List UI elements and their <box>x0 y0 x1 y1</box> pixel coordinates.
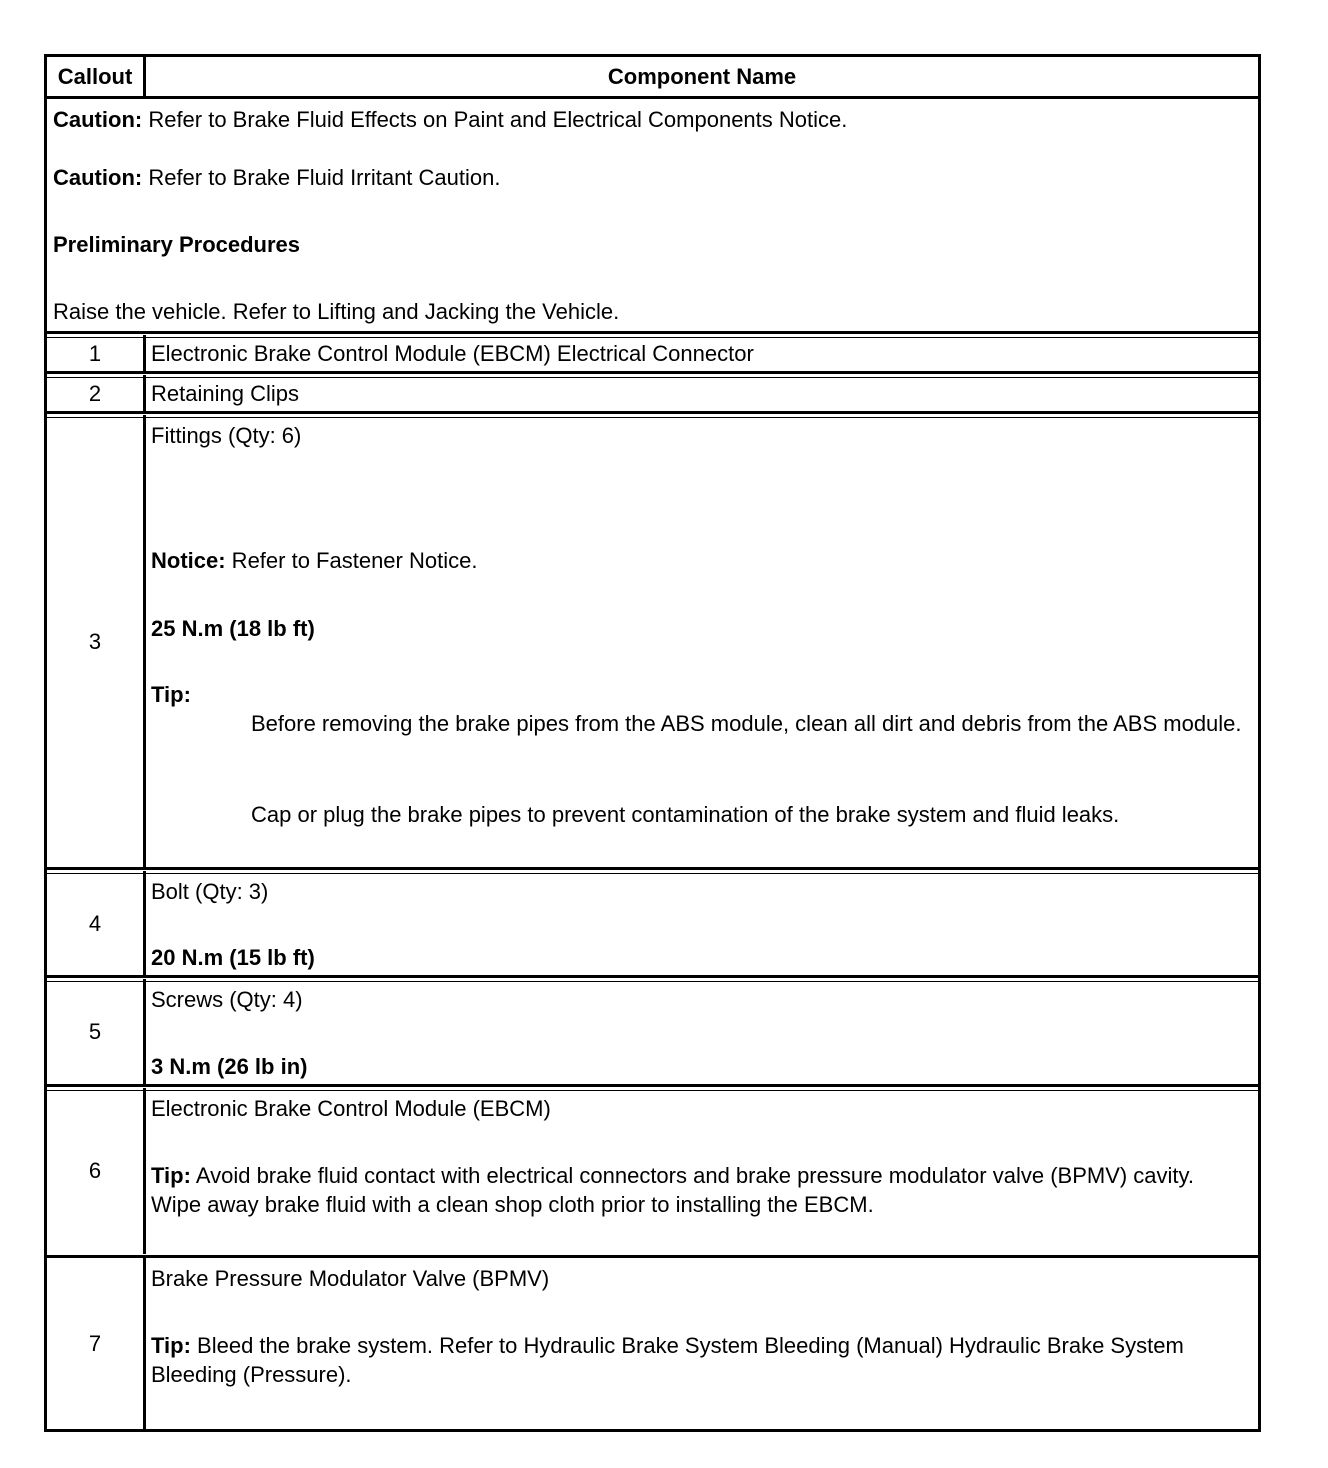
callout-number: 1 <box>88 341 102 366</box>
component-table <box>44 54 1261 1432</box>
tip: Tip: Avoid brake fluid contact with electrical connectors and brake pressure modulator valve (BPMV) cavity. Wipe away brake fluid with a clean shop cloth prior to installing the EBCM. <box>151 1163 1195 1217</box>
torque-spec: 25 N.m (18 lb ft) <box>151 616 315 641</box>
component-name: Electronic Brake Control Module (EBCM) Electrical Connector <box>151 341 754 366</box>
caution-2: Caution: Refer to Brake Fluid Irritant Caution. <box>53 165 501 190</box>
caution-1: Caution: Refer to Brake Fluid Effects on Paint and Electrical Components Notice. <box>53 107 848 132</box>
table-row <box>47 335 1258 373</box>
table-row <box>47 979 1258 1085</box>
component-name: Bolt (Qty: 3) <box>151 879 269 904</box>
callout-number: 7 <box>88 1330 102 1356</box>
torque-spec: 3 N.m (26 lb in) <box>151 1054 308 1079</box>
tip: Tip: Bleed the brake system. Refer to Hydraulic Brake System Bleeding (Manual) Hydraulic Brake System Bleeding (Pressure). <box>151 1333 1184 1387</box>
component-details <box>151 1258 1252 1429</box>
component-name: Electronic Brake Control Module (EBCM) <box>151 1096 551 1121</box>
table-row <box>47 871 1258 976</box>
table-row <box>47 1258 1258 1429</box>
preamble-row <box>47 99 1258 333</box>
tip-item: Before removing the brake pipes from the ABS module, clean all dirt and debris from the ABS module. <box>251 711 1242 736</box>
callout-number: 6 <box>88 1158 102 1183</box>
tip-item: Cap or plug the brake pipes to prevent contamination of the brake system and fluid leaks. <box>251 802 1120 827</box>
component-details <box>151 871 1252 976</box>
callout-number: 5 <box>88 1019 102 1044</box>
torque-spec: 20 N.m (15 lb ft) <box>151 945 315 970</box>
callout-number: 4 <box>88 910 102 936</box>
component-name: Screws (Qty: 4) <box>151 987 303 1012</box>
header-callout: Callout <box>57 63 133 89</box>
table-row <box>47 415 1258 869</box>
component-details <box>151 415 1252 869</box>
component-details <box>151 1088 1252 1254</box>
callout-number: 2 <box>88 381 102 406</box>
preliminary-heading: Preliminary Procedures <box>53 232 301 257</box>
table-header-row <box>47 57 1258 96</box>
header-component-name: Component Name <box>607 63 797 89</box>
component-name: Fittings (Qty: 6) <box>151 423 302 448</box>
component-details <box>151 979 1252 1085</box>
preliminary-text: Raise the vehicle. Refer to Lifting and Jacking the Vehicle. <box>53 299 620 324</box>
tip-label: Tip: <box>151 682 191 707</box>
component-name: Retaining Clips <box>151 381 299 406</box>
table-row <box>47 375 1258 413</box>
table-row <box>47 1088 1258 1254</box>
notice: Notice: Refer to Fastener Notice. <box>151 548 478 573</box>
component-name: Brake Pressure Modulator Valve (BPMV) <box>151 1266 550 1291</box>
header-divider <box>143 57 146 96</box>
callout-number: 3 <box>88 629 102 654</box>
